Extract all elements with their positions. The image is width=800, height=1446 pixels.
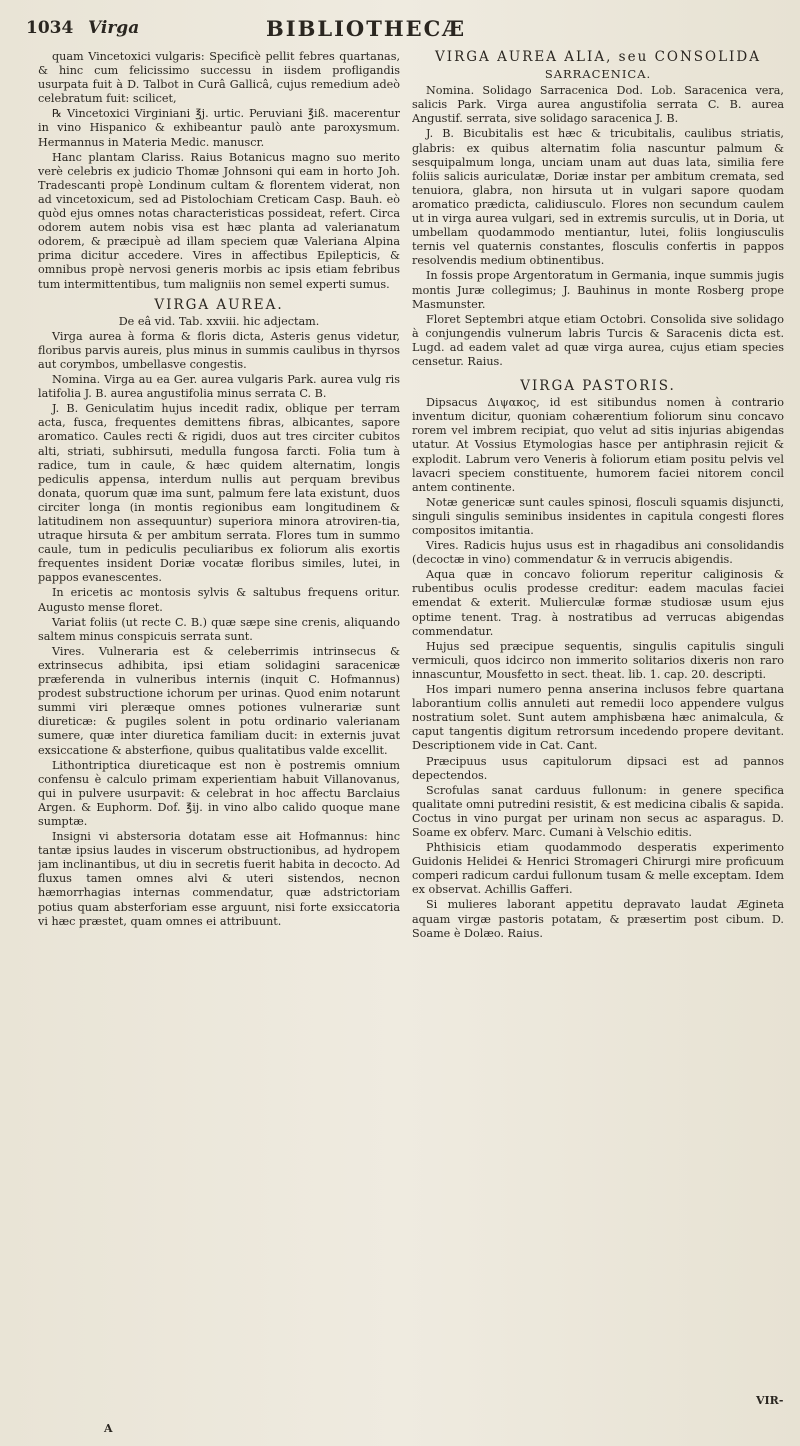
section-heading-virga-pastoris: VIRGA PASTORIS. bbox=[520, 378, 676, 395]
paragraph: Hos impari numero penna anserina inclusos febre quartana laborantium collis annuleti aut remedii loco appendere vulgus nostratium solet. Sunt autem amphisbæna hæc animalcula, & caput tangentis digitum retrorsum incedendo propere devitant. Descriptionem vide in Cat. Cant. bbox=[412, 683, 784, 753]
paragraph: Virga aurea à forma & floris dicta, Asteris genus videtur, floribus parvis aureis, plus minus in summis caulibus in thyrsos aut corymbos, umbellasve congestis. bbox=[38, 329, 400, 371]
paragraph: Lithontriptica diureticaque est non è postremis omnium confensu è calculo primam experientiam habuit Villanovanus, qui in pulvere usurpavit: & celebrat in hoc affectu Barclaius Argen. & Euphorm. Dof. ℥ij. in vino albo calido quoque mane sumptæ. bbox=[38, 758, 400, 828]
paragraph: Nomina. Solidago Sarracenica Dod. Lob. Saracenica vera, salicis Park. Virga aurea angustifolia serrata C. B. aurea Angustif. serrata, sive solidago saracenica J. B. bbox=[412, 84, 784, 126]
catchword: VIR- bbox=[756, 1394, 784, 1407]
paragraph: Notæ genericæ sunt caules spinosi, flosculi squamis disjuncti, singuli singulis seminibus insidentes in capitula congesti flores compositos imitantia. bbox=[412, 495, 784, 537]
paragraph: Phthisicis etiam quodammodo desperatis experimento Guidonis Helidei & Henrici Stromageri Chirurgi mire proficuum comperi radicum cardui fullonum tusam & melle exceptam. Idem ex observat. Achillis Gafferi. bbox=[412, 841, 784, 897]
paragraph: Vires. Vulneraria est & celeberrimis intrinsecus & extrinsecus adhibita, ipsi etiam solidagini saracenicæ præferenda in vulneribus internis (inquit C. Hofmannus) prodest substructione ichorum per urinas. Quod enim notarunt summi viri pleræque omnes potiones vulnerariæ sunt diureticæ: & pugiles solent in potu ordinario valerianam sumere, quæ inter diuretica familiam ducit: in externis juvat exsiccatione & absterfione, quibus qualitatibus valde excellit. bbox=[38, 644, 400, 757]
running-head: Virga bbox=[88, 18, 140, 38]
paragraph: J. B. Bicubitalis est hæc & tricubitalis, caulibus striatis, glabris: ex quibus alternatim folia nascuntur palmum & sesquipalmum longa, unciam unam aut duas lata, similia fere foliis salicis auriculatæ, Doriæ instar per ambitum cremata, sed tenuiora, glabra, non hirsuta ut in vulgari sapore quodam aromatico prædicta, calidiusculo. Flores non secundum caulem ut in virga aurea vulgari, sed in extremis surculis, ut in Doria, ut umbellam quodammodo mentiantur, lutei, foliis longiusculis ternis vel quaternis constantes, flosculis confertis in pappos resolvendis medium obtinentibus. bbox=[412, 127, 784, 268]
paragraph: quam Vincetoxici vulgaris: Specificè pellit febres quartanas, & hinc cum felicissimo successu in iisdem profligandis usurpata fuit à D. Talbot in Curâ Gallicâ, cujus remedium adeò celebratum fuit: scilicet, bbox=[38, 50, 400, 106]
page-header bbox=[26, 14, 778, 48]
paragraph: Dipsacus Διψακος, id est sitibundus nomen à contrario inventum dicitur, quoniam cohærentium foliorum sinu concavo rorem vel imbrem recipiat, quo velut ad sitis injurias abigendas utatur. At Vossius Etymologias hasce per antiphrasin rejicit & explodit. Labrum vero Veneris à foliorum etiam positu pelvis vel lavacri speciem constituente, humorem faciei nitorem concil antem continente. bbox=[412, 396, 784, 494]
right-column bbox=[412, 50, 784, 1422]
paragraph: Vires. Radicis hujus usus est in rhagadibus ani consolidandis (decoctæ in vino) commendatur & in verrucis abigendis. bbox=[412, 539, 784, 567]
paragraph: Nomina. Virga au ea Ger. aurea vulgaris Park. aurea vulg ris latifolia J. B. aurea angustifolia minus serrata C. B. bbox=[38, 373, 400, 401]
paragraph: Si mulieres laborant appetitu depravato laudat Ægineta aquam virgæ pastoris potatam, & præsertim post cibum. D. Soame è Dolæo. Raius. bbox=[412, 898, 784, 940]
section-heading-virga-aurea: VIRGA AUREA. bbox=[154, 296, 284, 313]
paragraph: J. B. Geniculatim hujus incedit radix, oblique per terram acta, fusca, frequentes demittens fibras, albicantes, sapore aromatico. Caules recti & rigidi, duos aut tres circiter cubitos alti, striati, subhirsuti, medulla fungosa farcti. Folia tum à radice, tum in caule, & hæc quidem alternatim, longis pediculis appensa, interdum nullis aut perquam brevibus donata, quorum quæ ima sunt, palmum fere lata existunt, duos circiter longa (in montis regionibus eam longitudinem & latitudinem non assequuntur) superiora minora atroviren-tia, utraque hirsuta & per ambitum serrata. Flores tum in summo caule, tum in pediculis peculiaribus ex foliorum alis exortis frequentes insident Doriæ vocatæ floribus similes, lutei, in pappos evanescentes. bbox=[38, 402, 400, 585]
signature-mark: A bbox=[104, 1422, 113, 1435]
paragraph: Hujus sed præcipue sequentis, singulis capitulis singuli vermiculi, quos idcirco non immerito solitarios dixeris non raro innascuntur, Mousfetto in sect. theat. lib. 1. cap. 20. descripti. bbox=[412, 639, 784, 681]
paragraph: Aqua quæ in concavo foliorum reperitur caliginosis & rubentibus oculis prodesse creditur: eadem maculas faciei emendat & exterit. Mulierculæ formæ studiosæ usum ejus optime tenent. Trag. à nostratibus ad verrucas abigendas commendatur. bbox=[412, 568, 784, 638]
page-number: 1034 bbox=[26, 18, 74, 38]
paragraph: In ericetis ac montosis sylvis & saltubus frequens oritur. Augusto mense floret. bbox=[38, 586, 400, 614]
paragraph: Variat foliis (ut recte C. B.) quæ sæpe sine crenis, aliquando saltem minus conspicuis serrata sunt. bbox=[38, 615, 400, 643]
paragraph: Floret Septembri atque etiam Octobri. Consolida sive solidago à conjungendis vulnerum labris Turcis & Saracenis dicta est. Lugd. ad eadem valet ad quæ virga aurea, cujus etiam species censetur. Raius. bbox=[412, 312, 784, 368]
paragraph: Insigni vi abstersoria dotatam esse ait Hofmannus: hinc tantæ ipsius laudes in viscerum obstructionibus, ad hydropem jam inclinantibus, ut diu in secretis fuerit habita in decocto. Ad fluxus tamen omnes alvi & uteri sistendos, necnon hæmorrhagias internas commendatur, quæ adstrictoriam potius quam absterforiam esse arguunt, nisi forte exsiccatoria vi hæc præstet, quam omnes ei attribuunt. bbox=[38, 830, 400, 928]
page-title: BIBLIOTHECÆ bbox=[266, 16, 467, 41]
left-column bbox=[38, 50, 400, 1422]
paragraph: De eâ vid. Tab. xxviii. hic adjectam. bbox=[118, 314, 320, 328]
section-subheading-sarracenica: SARRACENICA. bbox=[544, 67, 652, 82]
paragraph: Præcipuus usus capitulorum dipsaci est ad pannos depectendos. bbox=[412, 754, 784, 782]
paragraph: ℞ Vincetoxici Virginiani ℥j. urtic. Peruviani ℥iß. macerentur in vino Hispanico & exhibeantur paulò ante paroxysmum. Hermannus in Materia Medic. manuscr. bbox=[38, 107, 400, 149]
paragraph: In fossis prope Argentoratum in Germania, inque summis jugis montis Juræ collegimus; J. Bauhinus in monte Rosberg prope Masmunster. bbox=[412, 269, 784, 311]
section-heading-virga-aurea-alia: VIRGA AUREA ALIA, seu CONSOLIDA bbox=[435, 50, 761, 65]
paragraph: Hanc plantam Clariss. Raius Botanicus magno suo merito verè celebris ex judicio Thomæ Johnsoni qui eam in horto Joh. Tradescanti propè Londinum cultam & florentem viderat, non ad vincetoxicum, sed ad Pistolochiam Creticam Casp. Bauh. eò quòd ejus omnes notas characteristicas possideat, refert. Circa odorem autem nobis visa est hæc planta ad valerianatum odorem, & præcipuè ad illam speciem quæ Valeriana Alpina prima dicitur accedere. Vires in affectibus Epilepticis, & omnibus propè nervosi generis morbis ac ipsis etiam febribus tum intermittentibus, tum maligniis non semel experti sumus. bbox=[38, 150, 400, 291]
paragraph: Scrofulas sanat carduus fullonum: in genere specifica qualitate omni putredini resistit, & est medicina cibalis & sapida. Coctus in vino purgat per urinam non secus ac asparagus. D. Soame ex obferv. Marc. Cumani à Velschio editis. bbox=[412, 783, 784, 839]
